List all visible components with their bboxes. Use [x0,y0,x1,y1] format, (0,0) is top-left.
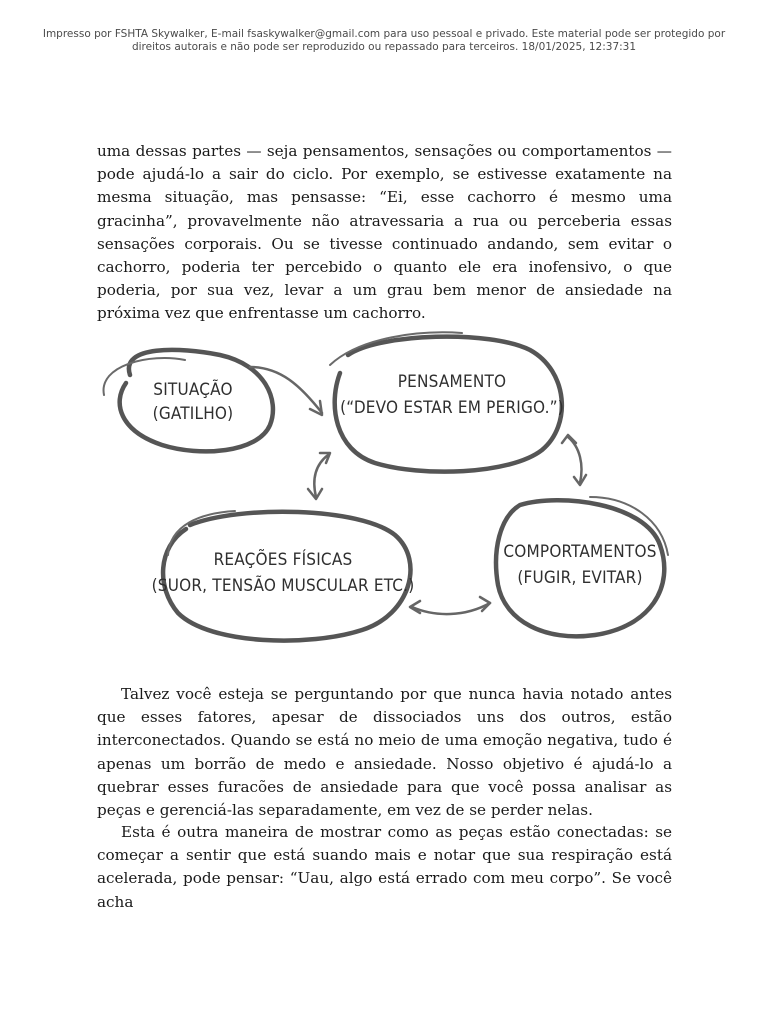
situation-title: SITUAÇÃO [153,380,233,400]
node-physical-reactions [152,511,415,641]
paragraph-2: Talvez você esteja se perguntando por que nunca havia notado antes que esses fatores, apesar de dissociados uns dos outros, estão interconectados. Quando se está no meio de uma emoção negativa, tudo é apenas um borrão de medo e ansiedade. Nosso objetivo é ajudá-lo a quebrar esses furacões de ansiedade para que você possa analisar as peças e gerenciá-las separadamente, em vez de se perder nelas. [97,685,672,820]
arrow-physical-behavior [410,597,490,614]
arrow-thought-behavior [562,435,586,485]
node-thought [330,332,564,471]
situation-subtitle: (GATILHO) [152,404,234,424]
paragraph-3: Esta é outra maneira de mostrar como as peças estão conectadas: se começar a sentir que está suando mais e notar que sua respiração está acelerada, pode pensar: “Uau, algo está errado com meu corpo”. Se você acha [97,823,672,911]
cycle-diagram [90,325,680,670]
behavior-title: COMPORTAMENTOS [503,542,657,562]
physical-subtitle: (SUOR, TENSÃO MUSCULAR ETC.) [151,576,415,596]
arrow-thought-physical [308,453,330,499]
physical-title: REAÇÕES FÍSICAS [213,550,353,570]
paragraph-1: uma dessas partes — seja pensamentos, sensações ou comportamentos — pode ajudá-lo a sair do ciclo. Por exemplo, se estivesse exatamente na mesma situação, mas pensasse: “Ei, esse cachorro é mesmo uma gracinha”, provavelmente não atravessaria a rua ou perceberia essas sensações corporais. Ou se tivesse continuado andando, sem evitar o cachorro, poderia ter percebido o quanto ele era inofensivo, o que poderia, por sua vez, levar a um grau bem menor de ansiedade na próxima vez que enfrentasse um cachorro. [97,142,672,323]
node-situation [104,350,273,451]
behavior-subtitle: (FUGIR, EVITAR) [517,568,643,588]
watermark-line-2: direitos autorais e não pode ser reproduzido ou repassado para terceiros. 18/01/2025, 12:37:31 [131,41,637,53]
watermark-line-1: Impresso por FSHTA Skywalker, E-mail fsaskywalker@gmail.com para uso pessoal e privado. Este material pode ser protegido por [42,28,726,40]
print-watermark [30,28,738,54]
node-behaviors [496,497,668,636]
arrow-situation-to-thought [250,367,322,415]
thought-title: PENSAMENTO [397,372,507,392]
thought-subtitle: (“DEVO ESTAR EM PERIGO.”) [340,398,564,418]
